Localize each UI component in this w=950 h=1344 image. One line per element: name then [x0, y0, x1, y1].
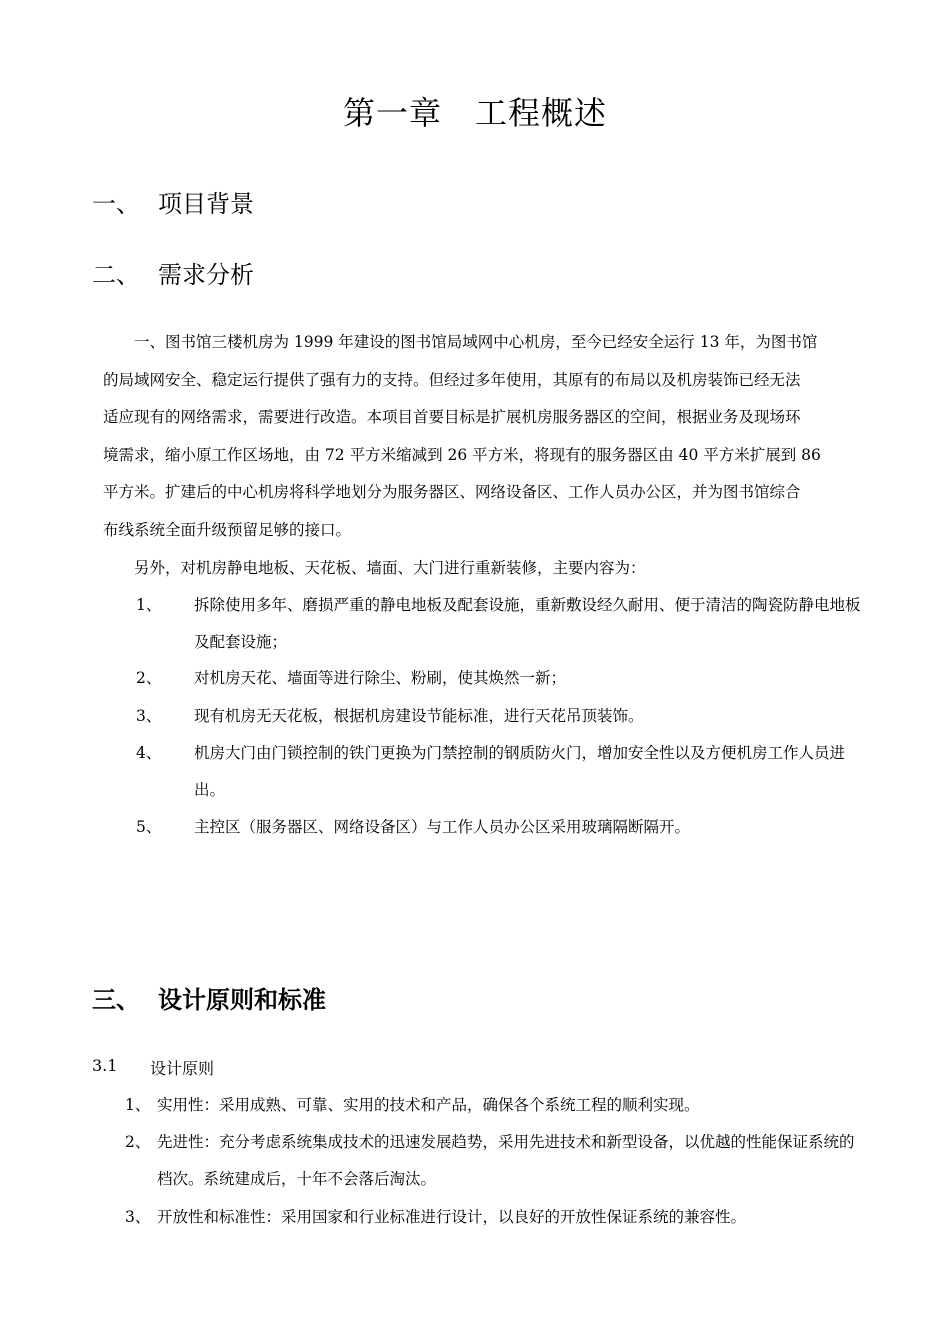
list-item	[136, 660, 861, 697]
principle-item	[125, 1124, 863, 1198]
list-text: 拆除使用多年、磨损严重的静电地板及配套设施，重新敷设经久耐用、便于清洁的陶瓷防静电地板及配套设施；	[194, 596, 861, 651]
list-number: 5、	[136, 818, 162, 836]
list-number: 4、	[136, 744, 162, 762]
paragraph-line: 适应现有的网络需求，需要进行改造。本项目首要目标是扩展机房服务器区的空间，根据业务及现场环	[103, 408, 801, 427]
list-item	[136, 735, 861, 809]
list-number: 1、	[136, 596, 162, 614]
intro-paragraph	[103, 324, 861, 587]
principle-item	[125, 1087, 863, 1124]
list-text: 机房大门由门锁控制的铁门更换为门禁控制的钢质防火门，增加安全性以及方便机房工作人员进出。	[194, 744, 846, 799]
paragraph-line: 一、图书馆三楼机房为 1999 年建设的图书馆局域网中心机房，至今已经安全运行 13 年，为图书馆	[134, 333, 818, 351]
list-number: 3、	[136, 707, 162, 725]
list-item	[136, 809, 861, 846]
list-number: 1、	[125, 1096, 151, 1114]
list-text: 开放性和标准性：采用国家和行业标准进行设计，以良好的开放性保证系统的兼容性。	[157, 1208, 747, 1226]
principle-item	[125, 1199, 863, 1236]
paragraph-line: 境需求，缩小原工作区场地，由 72 平方米缩减到 26 平方米，将现有的服务器区由 40 平方米扩展到 86	[103, 445, 821, 464]
list-number: 3、	[125, 1208, 151, 1226]
chapter-title: 第一章 工程概述	[342, 94, 607, 132]
list-number: 2、	[136, 669, 162, 687]
list-text: 现有机房无天花板，根据机房建设节能标准，进行天花吊顶装饰。	[194, 707, 644, 725]
paragraph-line: 平方米。扩建后的中心机房将科学地划分为服务器区、网络设备区、工作人员办公区，并为图书馆综合	[103, 483, 801, 502]
subsection-label: 设计原则	[150, 1059, 215, 1078]
section-label: 设计原则和标准	[158, 985, 326, 1014]
list-text: 主控区（服务器区、网络设备区）与工作人员办公区采用玻璃隔断隔开。	[194, 818, 691, 836]
list-number: 2、	[125, 1133, 151, 1151]
section-number: 一、	[92, 190, 140, 218]
section-number: 二、	[92, 261, 140, 289]
section-heading-background	[92, 184, 254, 219]
section-label: 需求分析	[158, 261, 254, 289]
section-heading-requirements	[92, 255, 254, 290]
subsection-heading	[92, 1056, 214, 1079]
list-text: 对机房天花、墙面等进行除尘、粉刷，使其焕然一新；	[194, 669, 567, 687]
subsection-number: 3.1	[92, 1056, 118, 1075]
paragraph-line: 的局域网安全、稳定运行提供了强有力的支持。但经过多年使用，其原有的布局以及机房装饰已经无法	[103, 370, 801, 389]
section-number: 三、	[92, 985, 140, 1014]
list-text: 先进性：充分考虑系统集成技术的迅速发展趋势，采用先进技术和新型设备，以优越的性能保证系统的档次。系统建成后，十年不会落后淘汰。	[157, 1133, 855, 1188]
section-label: 项目背景	[158, 190, 254, 218]
paragraph-line: 布线系统全面升级预留足够的接口。	[103, 520, 352, 539]
list-text: 实用性：采用成熟、可靠、实用的技术和产品，确保各个系统工程的顺利实现。	[157, 1096, 700, 1114]
list-item	[136, 698, 861, 735]
list-item	[136, 587, 861, 661]
section-heading-design-principles	[92, 980, 326, 1015]
paragraph-line: 另外，对机房静电地板、天花板、墙面、大门进行重新装修，主要内容为：	[134, 558, 646, 577]
